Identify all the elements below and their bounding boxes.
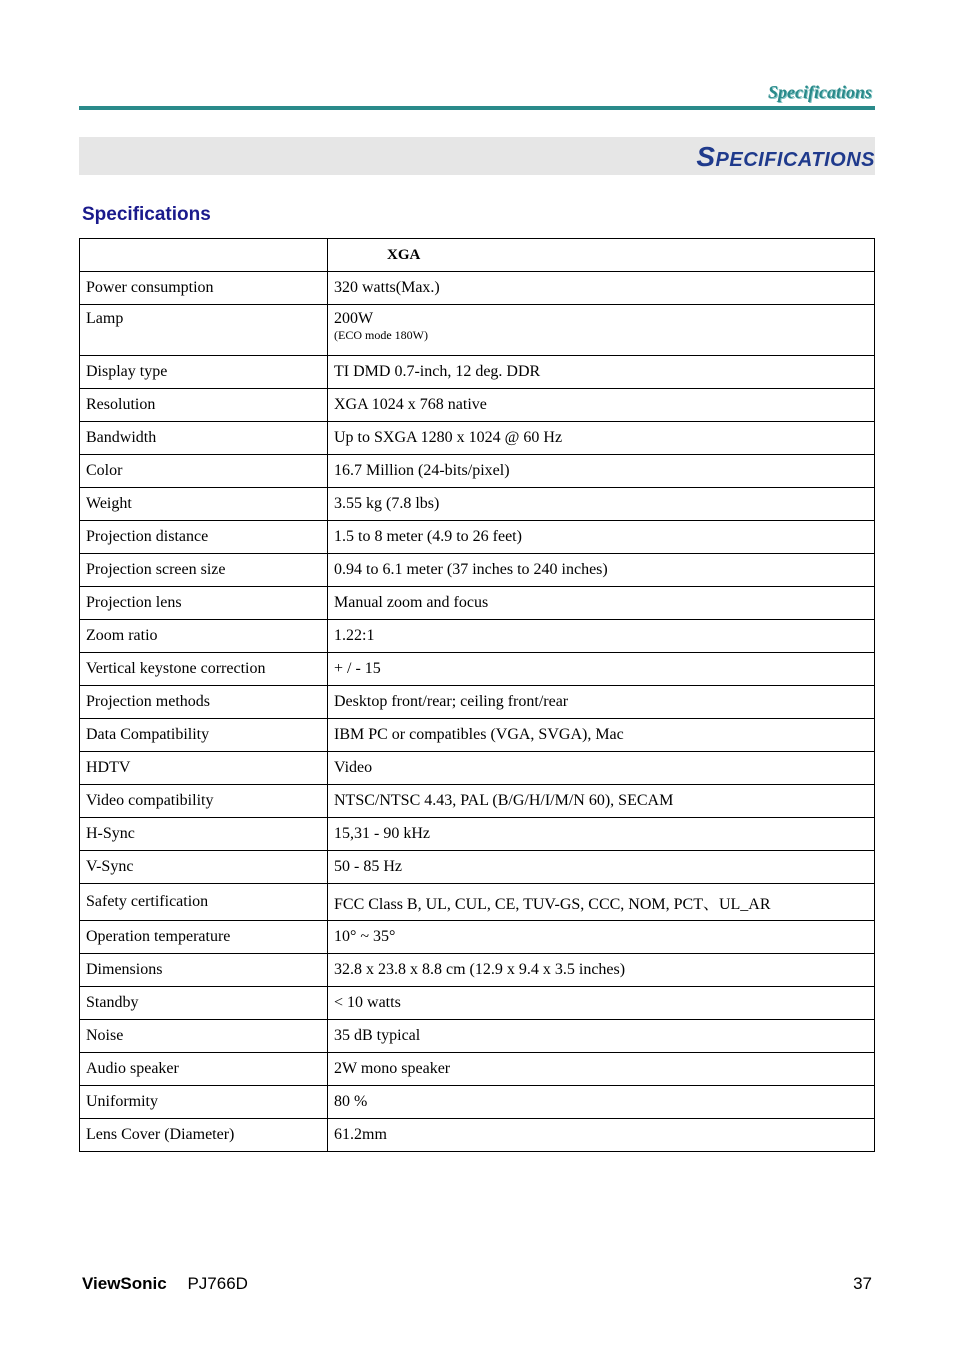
spec-label: Standby bbox=[80, 987, 328, 1020]
spec-value: 50 - 85 Hz bbox=[328, 851, 875, 884]
table-header-row bbox=[80, 239, 875, 272]
spec-value: 1.22:1 bbox=[328, 620, 875, 653]
spec-label: Power consumption bbox=[80, 272, 328, 305]
spec-label: Lamp bbox=[80, 305, 328, 356]
table-row bbox=[80, 521, 875, 554]
table-row bbox=[80, 686, 875, 719]
table-row bbox=[80, 620, 875, 653]
spec-value: 200W bbox=[334, 310, 374, 327]
table-row bbox=[80, 272, 875, 305]
spec-label: Noise bbox=[80, 1020, 328, 1053]
spec-label: V-Sync bbox=[80, 851, 328, 884]
spec-value: 35 dB typical bbox=[328, 1020, 875, 1053]
spec-value: 16.7 Million (24-bits/pixel) bbox=[328, 455, 875, 488]
spec-label: Bandwidth bbox=[80, 422, 328, 455]
spec-label: Video compatibility bbox=[80, 785, 328, 818]
spec-label: Projection methods bbox=[80, 686, 328, 719]
section-heading: Specifications bbox=[82, 204, 211, 225]
spec-value: 0.94 to 6.1 meter (37 inches to 240 inches) bbox=[328, 554, 875, 587]
table-row bbox=[80, 818, 875, 851]
spec-value: Desktop front/rear; ceiling front/rear bbox=[328, 686, 875, 719]
spec-label: Vertical keystone correction bbox=[80, 653, 328, 686]
spec-value: XGA 1024 x 768 native bbox=[328, 389, 875, 422]
spec-label: Audio speaker bbox=[80, 1053, 328, 1086]
spec-value: FCC Class B, UL, CUL, CE, TUV-GS, CCC, NOM, PCT、UL_AR bbox=[328, 884, 875, 921]
table-row bbox=[80, 305, 875, 356]
table-row bbox=[80, 884, 875, 921]
table-row bbox=[80, 1119, 875, 1152]
table-row bbox=[80, 1020, 875, 1053]
table-header-empty-cell bbox=[80, 239, 328, 272]
spec-label: Zoom ratio bbox=[80, 620, 328, 653]
spec-label: Weight bbox=[80, 488, 328, 521]
spec-value: < 10 watts bbox=[328, 987, 875, 1020]
spec-value: 10° ~ 35° bbox=[328, 921, 875, 954]
table-row bbox=[80, 554, 875, 587]
chapter-title-band bbox=[79, 137, 875, 175]
spec-label: Resolution bbox=[80, 389, 328, 422]
table-column-header: XGA bbox=[328, 239, 875, 272]
footer-brand-name: ViewSonic bbox=[82, 1274, 167, 1293]
spec-value: Up to SXGA 1280 x 1024 @ 60 Hz bbox=[328, 422, 875, 455]
spec-label: Projection lens bbox=[80, 587, 328, 620]
table-row bbox=[80, 356, 875, 389]
spec-value: 3.55 kg (7.8 lbs) bbox=[328, 488, 875, 521]
page-number: 37 bbox=[853, 1274, 872, 1293]
specifications-table bbox=[79, 238, 875, 1152]
footer-model: PJ766D bbox=[187, 1274, 248, 1293]
spec-value: IBM PC or compatibles (VGA, SVGA), Mac bbox=[328, 719, 875, 752]
running-header-title: Specifications bbox=[768, 82, 872, 102]
table-row bbox=[80, 851, 875, 884]
spec-value: Manual zoom and focus bbox=[328, 587, 875, 620]
spec-value: 32.8 x 23.8 x 8.8 cm (12.9 x 9.4 x 3.5 inches) bbox=[328, 954, 875, 987]
table-row bbox=[80, 954, 875, 987]
table-row bbox=[80, 987, 875, 1020]
table-row bbox=[80, 587, 875, 620]
table-row bbox=[80, 719, 875, 752]
spec-value: 320 watts(Max.) bbox=[328, 272, 875, 305]
chapter-title: Specifications bbox=[696, 141, 875, 172]
spec-label: Lens Cover (Diameter) bbox=[80, 1119, 328, 1152]
table-row bbox=[80, 488, 875, 521]
table-row bbox=[80, 653, 875, 686]
spec-value: Video bbox=[328, 752, 875, 785]
table-row bbox=[80, 422, 875, 455]
spec-label: Projection screen size bbox=[80, 554, 328, 587]
table-row bbox=[80, 752, 875, 785]
spec-label: H-Sync bbox=[80, 818, 328, 851]
table-row bbox=[80, 455, 875, 488]
table-row bbox=[80, 1053, 875, 1086]
spec-value: 2W mono speaker bbox=[328, 1053, 875, 1086]
table-row bbox=[80, 1086, 875, 1119]
spec-label: Operation temperature bbox=[80, 921, 328, 954]
spec-label: Uniformity bbox=[80, 1086, 328, 1119]
table-row bbox=[80, 785, 875, 818]
spec-label: Color bbox=[80, 455, 328, 488]
spec-label: Display type bbox=[80, 356, 328, 389]
table-row bbox=[80, 389, 875, 422]
header-rule bbox=[79, 106, 875, 110]
spec-label: Dimensions bbox=[80, 954, 328, 987]
spec-label: HDTV bbox=[80, 752, 328, 785]
spec-label: Projection distance bbox=[80, 521, 328, 554]
spec-value: TI DMD 0.7-inch, 12 deg. DDR bbox=[328, 356, 875, 389]
footer-brand bbox=[82, 1274, 248, 1294]
spec-label: Safety certification bbox=[80, 884, 328, 921]
table-row bbox=[80, 921, 875, 954]
spec-value: 15,31 - 90 kHz bbox=[328, 818, 875, 851]
spec-value: NTSC/NTSC 4.43, PAL (B/G/H/I/M/N 60), SECAM bbox=[328, 785, 875, 818]
spec-value: 1.5 to 8 meter (4.9 to 26 feet) bbox=[328, 521, 875, 554]
spec-value: 80 % bbox=[328, 1086, 875, 1119]
spec-value: + / - 15 bbox=[328, 653, 875, 686]
spec-value: 61.2mm bbox=[328, 1119, 875, 1152]
spec-note: (ECO mode 180W) bbox=[334, 328, 428, 342]
spec-label: Data Compatibility bbox=[80, 719, 328, 752]
spec-value-cell bbox=[328, 305, 875, 356]
